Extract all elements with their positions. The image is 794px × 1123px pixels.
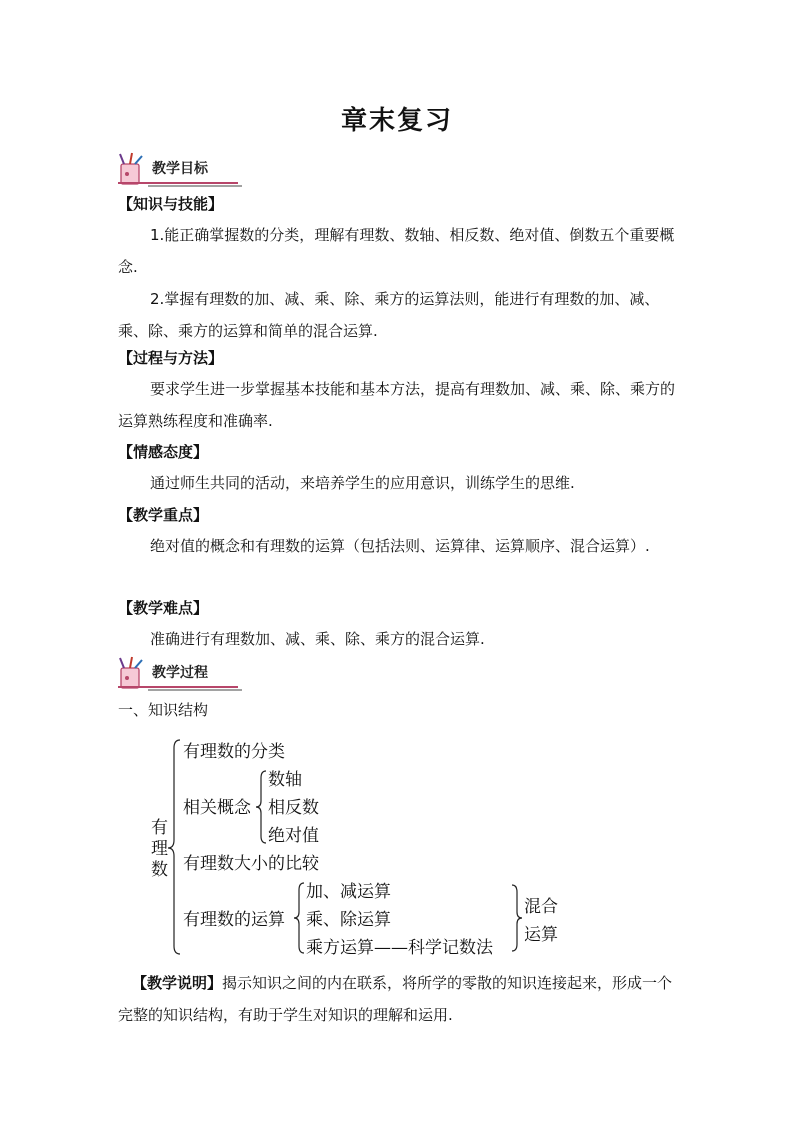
tree-mixed-1: 混合 <box>524 897 558 917</box>
key-points-paragraph: 绝对值的概念和有理数的运算（包括法则、运算律、运算顺序、混合运算）. <box>150 537 650 555</box>
process-paragraph: 要求学生进一步掌握基本技能和基本方法，提高有理数加、减、乘、除、乘方的运算熟练程度和准确率. <box>118 380 676 430</box>
tree-op-power: 乘方运算——科学记数法 <box>306 938 493 958</box>
tree-comparison: 有理数大小的比较 <box>183 854 319 874</box>
structure-heading: 一、知识结构 <box>118 701 209 719</box>
tree-mixed-2: 运算 <box>524 925 558 945</box>
tree-root-char-3: 数 <box>151 860 168 880</box>
tree-classification: 有理数的分类 <box>183 742 285 762</box>
knowledge-paragraph-2: 2.掌握有理数的加、减、乘、除、乘方的运算法则，能进行有理数的加、减、乘、除、乘方的运算和简单的混合运算. <box>118 290 660 340</box>
tree-concept-absolute: 绝对值 <box>268 826 319 846</box>
tree-concept-opposite: 相反数 <box>268 798 319 818</box>
tree-root-char-1: 有 <box>151 818 168 838</box>
attitude-heading: 【情感态度】 <box>118 443 209 461</box>
teaching-note-label: 【教学说明】 <box>132 974 223 992</box>
knowledge-heading: 【知识与技能】 <box>118 195 224 213</box>
page-title: 章末复习 <box>340 106 453 136</box>
tree-operations: 有理数的运算 <box>183 910 285 930</box>
difficulty-paragraph: 准确进行有理数加、减、乘、除、乘方的混合运算. <box>150 630 485 648</box>
knowledge-paragraph-1: 1.能正确掌握数的分类，理解有理数、数轴、相反数、绝对值、倒数五个重要概念. <box>118 226 675 276</box>
tree-concepts: 相关概念 <box>183 798 251 818</box>
teaching-note <box>118 967 678 1031</box>
tree-op-add-sub: 加、减运算 <box>306 882 391 902</box>
process-heading: 【过程与方法】 <box>118 349 224 367</box>
process-banner-label: 教学过程 <box>152 665 208 681</box>
difficulty-heading: 【教学难点】 <box>118 599 209 617</box>
tree-root-char-2: 理 <box>151 839 168 859</box>
tree-op-mul-div: 乘、除运算 <box>306 910 391 930</box>
tree-concept-number-line: 数轴 <box>268 770 302 790</box>
teaching-note-text: 揭示知识之间的内在联系，将所学的零散的知识连接起来，形成一个完整的知识结构，有助于学生对知识的理解和运用. <box>118 974 673 1024</box>
goals-banner-label: 教学目标 <box>152 161 208 177</box>
attitude-paragraph: 通过师生共同的活动，来培养学生的应用意识，训练学生的思维. <box>150 474 575 492</box>
key-points-heading: 【教学重点】 <box>118 506 209 524</box>
